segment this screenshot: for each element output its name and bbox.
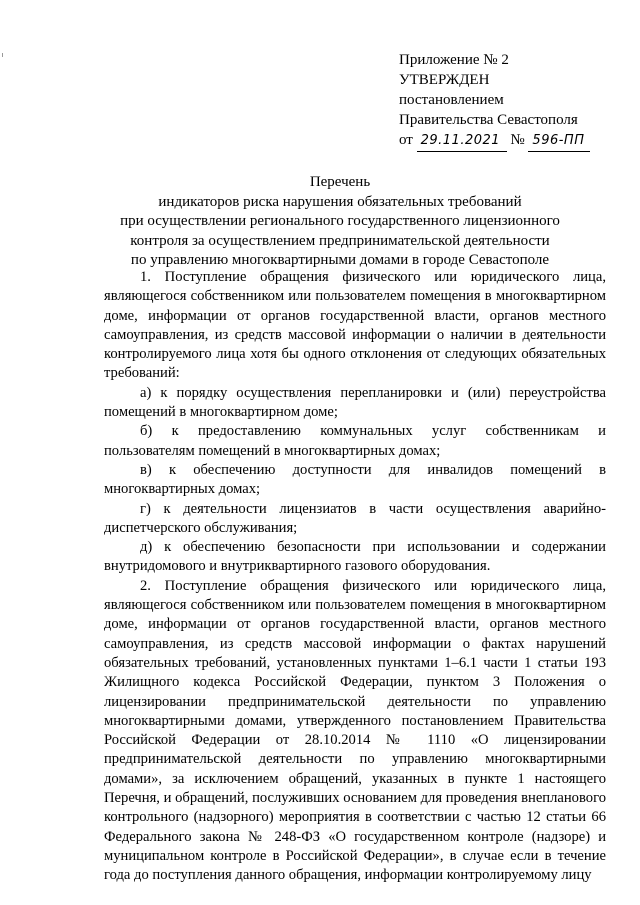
document-title <box>100 173 580 271</box>
scan-margin-mark <box>2 53 3 57</box>
government-label: Правительства Севастополя <box>399 112 578 128</box>
title-line-2: индикаторов риска нарушения обязательных требований <box>158 193 522 210</box>
title-line-5: по управлению многоквартирными домами в городе Севастополе <box>130 252 550 268</box>
item-v: в) к обеспечению доступности для инвалидов помещений в многоквартирных домах; <box>104 461 606 498</box>
from-prefix: от <box>399 132 413 148</box>
item-a: а) к порядку осуществления перепланировки и (или) переустройства помещений в многоквартирном доме; <box>104 384 606 421</box>
paragraph-2: 2. Поступление обращения физического или юридического лица, являющегося собственником или пользователем помещения в многоквартирном доме, информации от органов государственной власти, органов местного самоуправления, из средств массовой информации о фактах нарушений обязательных требований, установленных пунктами 1–6.1 части 1 статьи 193 Жилищного кодекса Российской Федерации, пунктом 3 Положения о лицензировании предпринимательской деятельности по управлению многоквартирными домами, утвержденного постановлением Правительства Российской Федерации от 28.10.2014 № 1110 «О лицензировании предпринимательской деятельности по управлению многоквартирными домами», за исключением обращений, указанных в пункте 1 настоящего Перечня, и обращений, послуживших основанием для проведения внепланового контрольного (надзорного) мероприятия в соответствии с частью 12 статьи 66 Федерального закона № 248-ФЗ «О государственном контроле (надзоре) и муниципальном контроле в Российской Федерации», в случае если в течение года до поступления данного обращения, информации контролируемому лицу <box>104 577 606 884</box>
title-line-4: контроля за осуществлением предпринимательской деятельности <box>130 232 550 249</box>
document-body <box>104 268 606 886</box>
approval-stamp-block <box>399 50 590 152</box>
approved-label: УТВЕРЖДЕН <box>399 72 490 88</box>
resolution-label: постановлением <box>399 92 504 108</box>
handwritten-date: 29.11.2021 <box>417 131 507 152</box>
number-prefix: № <box>510 132 525 148</box>
title-line-1: Перечень <box>309 174 371 190</box>
appendix-number: Приложение № 2 <box>399 52 509 68</box>
date-number-line <box>399 130 590 152</box>
item-g: г) к деятельности лицензиатов в части осуществления аварийно-диспетчерского обслуживания; <box>104 500 606 536</box>
paragraph-1: 1. Поступление обращения физического или юридического лица, являющегося собственником или пользователем помещения в многоквартирном доме, информации от органов государственной власти, органов местного самоуправления, из средств массовой информации о наличии в деятельности контролируемого лица хотя бы одного отклонения от следующих обязательных требований: <box>104 269 606 382</box>
title-line-3: при осуществлении регионального государственного лицензионного <box>120 213 560 229</box>
handwritten-number: 596-ПП <box>528 131 590 152</box>
item-d: д) к обеспечению безопасности при использовании и содержании внутридомового и внутриквартирного газового оборудования. <box>104 539 606 575</box>
item-b: б) к предоставлению коммунальных услуг собственникам и пользователям помещений в многоквартирных домах; <box>104 423 606 459</box>
